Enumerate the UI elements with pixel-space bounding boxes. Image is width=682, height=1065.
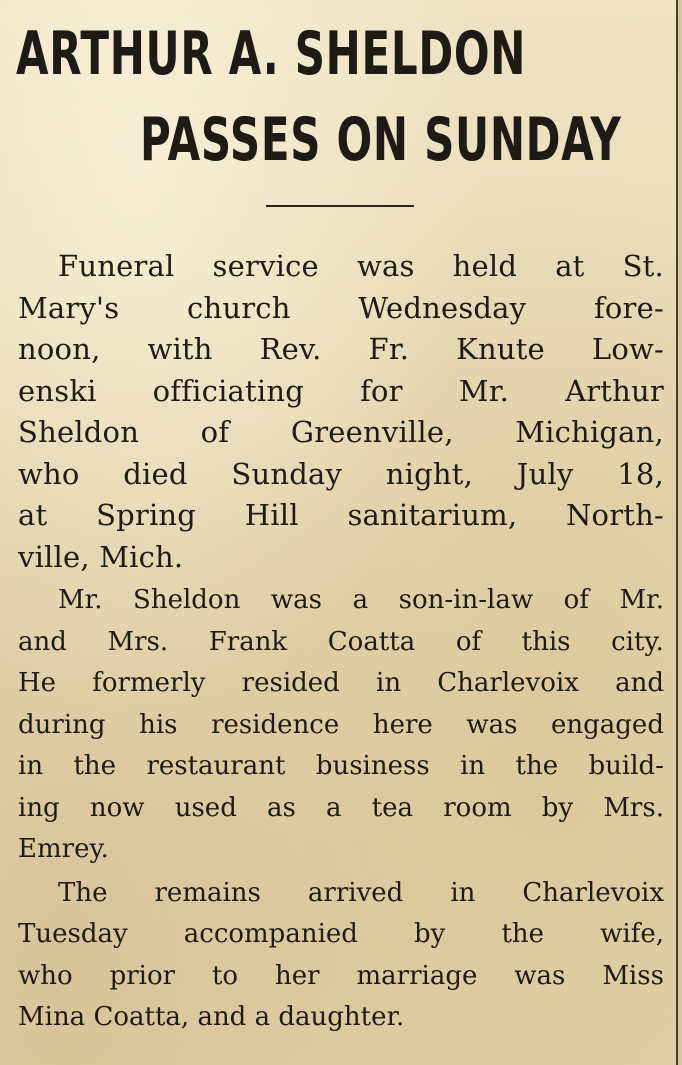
article-line: Tuesday accompanied by the wife,: [18, 919, 664, 949]
article-line: ing now used as a tea room by Mrs.: [18, 792, 664, 823]
article-body: [18, 246, 664, 1039]
article-line: Mary's church Wednesday fore-: [18, 290, 664, 325]
article-line: who died Sunday night, July 18,: [18, 456, 664, 491]
article-line: Funeral service was held at St.: [58, 249, 664, 283]
paragraph-2: [18, 580, 664, 871]
article-line: ville, Mich.: [18, 539, 184, 574]
headline-divider: [266, 205, 414, 207]
article-line: who prior to her marriage was Miss: [18, 960, 664, 991]
article-line: in the restaurant business in the build-: [18, 751, 664, 781]
article-line: Mina Coatta, and a daughter.: [18, 1002, 405, 1032]
article-line: The remains arrived in Charlevoix: [58, 877, 664, 908]
article-line: Sheldon of Greenville, Michigan,: [18, 415, 664, 449]
article-line: noon, with Rev. Fr. Knute Low-: [18, 332, 664, 366]
article-line: during his residence here was engaged: [18, 709, 664, 740]
article-line: Emrey.: [18, 834, 109, 864]
paragraph-3: [18, 873, 664, 1039]
article-line: He formerly resided in Charlevoix and: [18, 668, 664, 698]
article-line: and Mrs. Frank Coatta of this city.: [18, 626, 664, 657]
clipping-edge-shadow: [678, 0, 682, 1065]
article-line: Mr. Sheldon was a son-in-law of Mr.: [58, 585, 664, 615]
article-line: at Spring Hill sanitarium, North-: [18, 498, 664, 532]
headline-line-1: ARTHUR A. SHELDON: [16, 19, 527, 89]
paragraph-1: [18, 246, 664, 578]
article-line: enski officiating for Mr. Arthur: [18, 373, 664, 408]
column-rule-right: [676, 0, 678, 1065]
headline-line-2: PASSES ON SUNDAY: [140, 105, 622, 175]
